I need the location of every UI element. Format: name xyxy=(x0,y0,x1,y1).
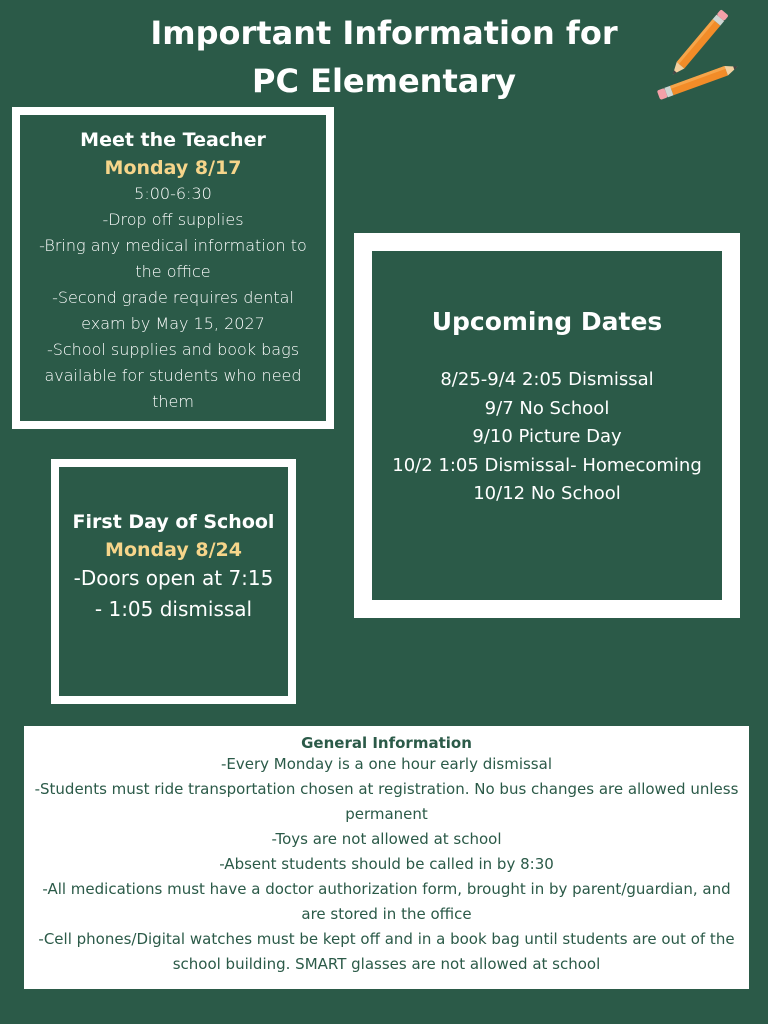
upcoming-date-item: 10/2 1:05 Dismissal- Homecoming xyxy=(392,454,702,476)
upcoming-date-item: 10/12 No School xyxy=(473,483,621,504)
meet-teacher-line: -Bring any medical information to the office xyxy=(39,236,307,281)
page-title-line-1: Important Information for xyxy=(150,14,618,52)
general-information-line: -Toys are not allowed at school xyxy=(271,830,502,848)
general-information-line: -All medications must have a doctor authorization form, brought in by parent/guardian, and are stored in the office xyxy=(42,880,731,923)
meet-teacher-date: Monday 8/17 xyxy=(104,157,242,179)
general-information-line: -Absent students should be called in by 8:30 xyxy=(219,855,554,873)
first-day-date: Monday 8/24 xyxy=(105,539,242,561)
general-information-box xyxy=(24,726,749,989)
upcoming-dates-heading: Upcoming Dates xyxy=(431,307,663,336)
pencils-icon xyxy=(648,6,748,106)
upcoming-date-item: 9/7 No School xyxy=(484,397,610,419)
first-day-line: - 1:05 dismissal xyxy=(94,597,253,621)
meet-teacher-line: 5:00-6:30 xyxy=(134,184,212,203)
meet-teacher-box xyxy=(12,107,334,429)
upcoming-date-item: 9/10 Picture Day xyxy=(472,426,622,447)
page-title-line-2: PC Elementary xyxy=(252,62,516,100)
meet-teacher-line: -School supplies and book bags available for students who need them xyxy=(44,340,302,411)
first-day-box xyxy=(51,459,296,704)
meet-teacher-line: -Second grade requires dental exam by May 15, 2027 xyxy=(52,288,294,333)
first-day-line: -Doors open at 7:15 xyxy=(73,566,274,590)
upcoming-dates-box xyxy=(354,233,740,618)
meet-teacher-line: -Drop off supplies xyxy=(102,210,244,229)
general-information-line: -Students must ride transportation chosen at registration. No bus changes are allowed unless permanent xyxy=(34,780,739,823)
upcoming-date-item: 8/25-9/4 2:05 Dismissal xyxy=(440,369,654,390)
first-day-heading: First Day of School xyxy=(72,511,275,533)
general-information-line: -Every Monday is a one hour early dismissal xyxy=(221,755,552,773)
general-information-heading: General Information xyxy=(301,734,472,752)
meet-teacher-heading: Meet the Teacher xyxy=(80,129,266,151)
general-information-line: -Cell phones/Digital watches must be kept off and in a book bag until students are out of the school building. SMART glasses are not allowed at school xyxy=(38,930,735,973)
